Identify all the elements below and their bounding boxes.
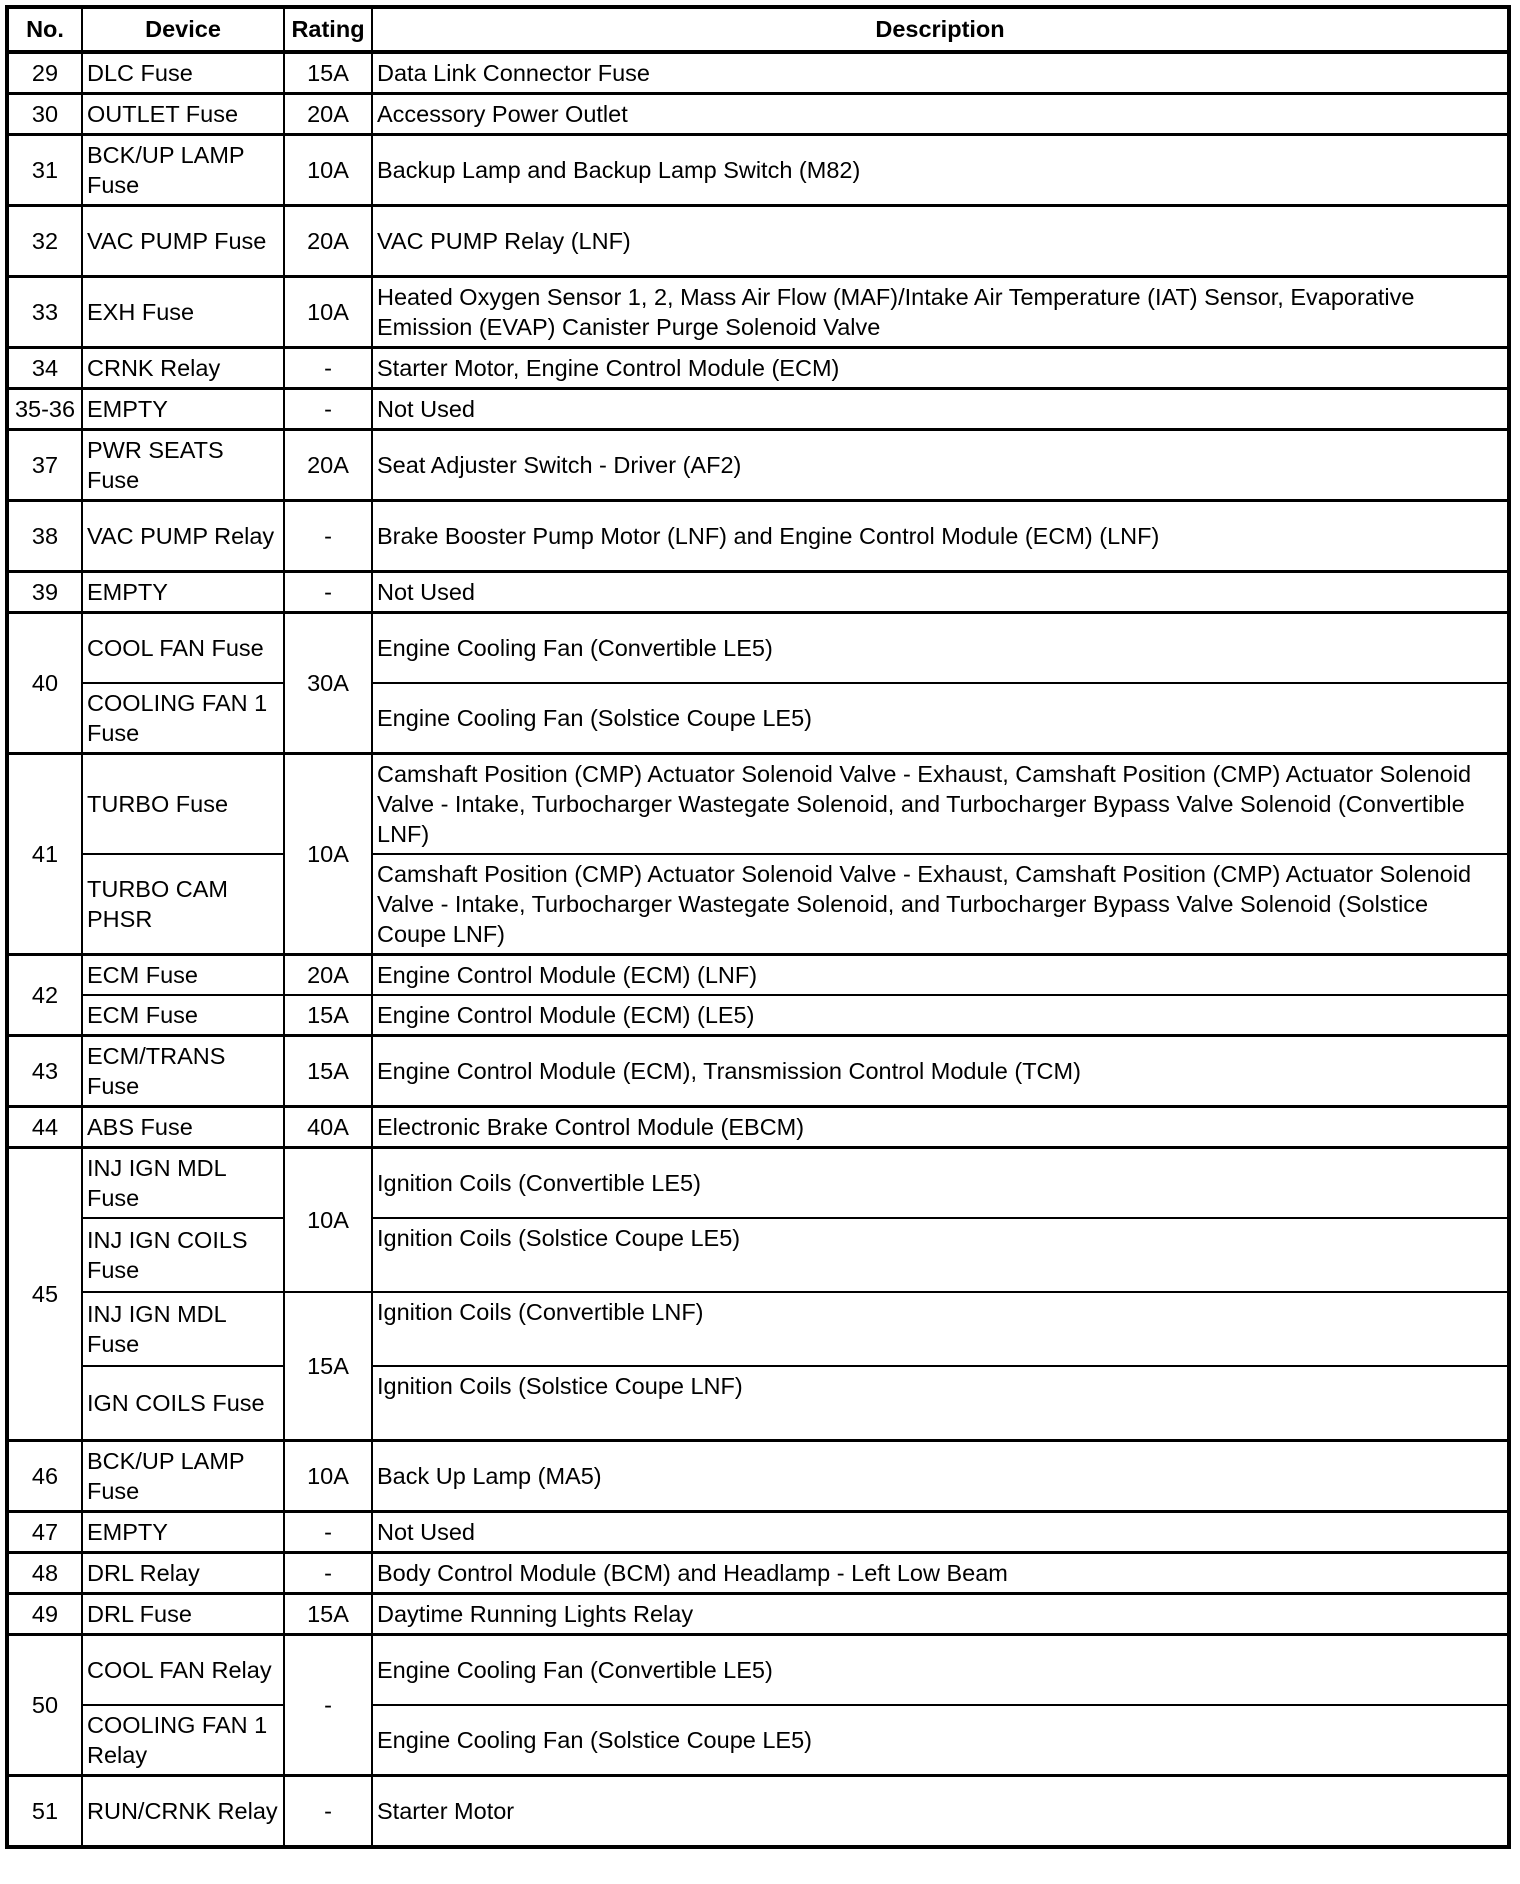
header-description: Description bbox=[372, 7, 1509, 52]
rating-value: - bbox=[284, 572, 372, 613]
description-text: Ignition Coils (Solstice Coupe LNF) bbox=[372, 1366, 1509, 1441]
table-row bbox=[7, 389, 1509, 430]
description-text: Heated Oxygen Sensor 1, 2, Mass Air Flow (MAF)/Intake Air Temperature (IAT) Sensor, Evaporative Emission (EVAP) Canister Purge Solenoid Valve bbox=[372, 277, 1509, 348]
description-text: Engine Cooling Fan (Solstice Coupe LE5) bbox=[372, 683, 1509, 754]
rating-value: 15A bbox=[284, 1292, 372, 1441]
description-text: Ignition Coils (Convertible LE5) bbox=[372, 1148, 1509, 1219]
fuse-table-container bbox=[5, 5, 1511, 1849]
fuse-table bbox=[5, 5, 1511, 1849]
device-name: COOLING FAN 1 Fuse bbox=[82, 683, 284, 754]
rating-value: - bbox=[284, 1635, 372, 1776]
rating-value: 20A bbox=[284, 955, 372, 996]
description-text: Daytime Running Lights Relay bbox=[372, 1594, 1509, 1635]
fuse-number: 33 bbox=[7, 277, 82, 348]
fuse-number: 29 bbox=[7, 52, 82, 94]
table-row bbox=[7, 94, 1509, 135]
rating-value: 15A bbox=[284, 995, 372, 1036]
rating-value: - bbox=[284, 1512, 372, 1553]
table-row bbox=[7, 572, 1509, 613]
device-name: INJ IGN COILS Fuse bbox=[82, 1218, 284, 1292]
description-text: Engine Cooling Fan (Convertible LE5) bbox=[372, 613, 1509, 684]
rating-value: - bbox=[284, 389, 372, 430]
fuse-number: 45 bbox=[7, 1148, 82, 1441]
device-name: COOL FAN Fuse bbox=[82, 613, 284, 684]
fuse-number: 40 bbox=[7, 613, 82, 754]
description-text: Electronic Brake Control Module (EBCM) bbox=[372, 1107, 1509, 1148]
fuse-number: 37 bbox=[7, 430, 82, 501]
header-device: Device bbox=[82, 7, 284, 52]
device-name: VAC PUMP Relay bbox=[82, 501, 284, 572]
description-text: Not Used bbox=[372, 389, 1509, 430]
device-name: OUTLET Fuse bbox=[82, 94, 284, 135]
table-row bbox=[7, 135, 1509, 206]
device-name: DLC Fuse bbox=[82, 52, 284, 94]
rating-value: 15A bbox=[284, 52, 372, 94]
device-name: EMPTY bbox=[82, 389, 284, 430]
fuse-number: 35-36 bbox=[7, 389, 82, 430]
description-text: Data Link Connector Fuse bbox=[372, 52, 1509, 94]
description-text: Accessory Power Outlet bbox=[372, 94, 1509, 135]
device-name: TURBO Fuse bbox=[82, 754, 284, 855]
device-name: VAC PUMP Fuse bbox=[82, 206, 284, 277]
device-name: INJ IGN MDL Fuse bbox=[82, 1148, 284, 1219]
header-rating: Rating bbox=[284, 7, 372, 52]
description-text: Seat Adjuster Switch - Driver (AF2) bbox=[372, 430, 1509, 501]
rating-value: - bbox=[284, 1553, 372, 1594]
rating-value: 20A bbox=[284, 206, 372, 277]
table-row bbox=[7, 430, 1509, 501]
rating-value: - bbox=[284, 348, 372, 389]
table-row bbox=[7, 1705, 1509, 1776]
table-row bbox=[7, 206, 1509, 277]
rating-value: 15A bbox=[284, 1036, 372, 1107]
description-text: Brake Booster Pump Motor (LNF) and Engine Control Module (ECM) (LNF) bbox=[372, 501, 1509, 572]
description-text: Ignition Coils (Convertible LNF) bbox=[372, 1292, 1509, 1366]
fuse-number: 30 bbox=[7, 94, 82, 135]
table-row bbox=[7, 1594, 1509, 1635]
table-row bbox=[7, 854, 1509, 955]
rating-value: - bbox=[284, 1776, 372, 1848]
table-row bbox=[7, 754, 1509, 855]
description-text: Backup Lamp and Backup Lamp Switch (M82) bbox=[372, 135, 1509, 206]
device-name: ABS Fuse bbox=[82, 1107, 284, 1148]
rating-value: 10A bbox=[284, 1148, 372, 1293]
device-name: DRL Fuse bbox=[82, 1594, 284, 1635]
table-row bbox=[7, 955, 1509, 996]
fuse-number: 32 bbox=[7, 206, 82, 277]
rating-value: 10A bbox=[284, 135, 372, 206]
description-text: Back Up Lamp (MA5) bbox=[372, 1441, 1509, 1512]
header-row bbox=[7, 7, 1509, 52]
fuse-number: 47 bbox=[7, 1512, 82, 1553]
fuse-number: 43 bbox=[7, 1036, 82, 1107]
description-text: Engine Control Module (ECM) (LE5) bbox=[372, 995, 1509, 1036]
description-text: Engine Cooling Fan (Solstice Coupe LE5) bbox=[372, 1705, 1509, 1776]
fuse-number: 41 bbox=[7, 754, 82, 955]
fuse-number: 48 bbox=[7, 1553, 82, 1594]
header-no: No. bbox=[7, 7, 82, 52]
device-name: EMPTY bbox=[82, 1512, 284, 1553]
description-text: Camshaft Position (CMP) Actuator Solenoid Valve - Exhaust, Camshaft Position (CMP) Actuator Solenoid Valve - Intake, Turbocharger Wastegate Solenoid, and Turbocharger Bypass Valve Solenoid (Convertible LNF) bbox=[372, 754, 1509, 855]
rating-value: 10A bbox=[284, 754, 372, 955]
table-row bbox=[7, 1512, 1509, 1553]
table-row bbox=[7, 1218, 1509, 1292]
fuse-number: 39 bbox=[7, 572, 82, 613]
device-name: ECM Fuse bbox=[82, 995, 284, 1036]
device-name: INJ IGN MDL Fuse bbox=[82, 1292, 284, 1366]
table-row bbox=[7, 277, 1509, 348]
rating-value: 20A bbox=[284, 94, 372, 135]
fuse-number: 50 bbox=[7, 1635, 82, 1776]
rating-value: - bbox=[284, 501, 372, 572]
table-row bbox=[7, 52, 1509, 94]
device-name: BCK/UP LAMP Fuse bbox=[82, 1441, 284, 1512]
device-name: EMPTY bbox=[82, 572, 284, 613]
table-row bbox=[7, 995, 1509, 1036]
rating-value: 40A bbox=[284, 1107, 372, 1148]
description-text: Body Control Module (BCM) and Headlamp - Left Low Beam bbox=[372, 1553, 1509, 1594]
device-name: ECM Fuse bbox=[82, 955, 284, 996]
rating-value: 30A bbox=[284, 613, 372, 754]
table-row bbox=[7, 1148, 1509, 1219]
description-text: Engine Control Module (ECM) (LNF) bbox=[372, 955, 1509, 996]
rating-value: 15A bbox=[284, 1594, 372, 1635]
table-row bbox=[7, 1635, 1509, 1706]
table-row bbox=[7, 1107, 1509, 1148]
description-text: Camshaft Position (CMP) Actuator Solenoid Valve - Exhaust, Camshaft Position (CMP) Actuator Solenoid Valve - Intake, Turbocharger Wastegate Solenoid, and Turbocharger Bypass Valve Solenoid (Solstice Coupe LNF) bbox=[372, 854, 1509, 955]
rating-value: 10A bbox=[284, 1441, 372, 1512]
description-text: Not Used bbox=[372, 572, 1509, 613]
device-name: PWR SEATS Fuse bbox=[82, 430, 284, 501]
fuse-number: 38 bbox=[7, 501, 82, 572]
table-row bbox=[7, 1292, 1509, 1366]
table-row bbox=[7, 683, 1509, 754]
device-name: EXH Fuse bbox=[82, 277, 284, 348]
description-text: Starter Motor, Engine Control Module (ECM) bbox=[372, 348, 1509, 389]
description-text: VAC PUMP Relay (LNF) bbox=[372, 206, 1509, 277]
fuse-number: 31 bbox=[7, 135, 82, 206]
table-row bbox=[7, 1441, 1509, 1512]
description-text: Not Used bbox=[372, 1512, 1509, 1553]
table-row bbox=[7, 501, 1509, 572]
device-name: COOL FAN Relay bbox=[82, 1635, 284, 1706]
device-name: BCK/UP LAMP Fuse bbox=[82, 135, 284, 206]
table-row bbox=[7, 613, 1509, 684]
description-text: Ignition Coils (Solstice Coupe LE5) bbox=[372, 1218, 1509, 1292]
fuse-number: 42 bbox=[7, 955, 82, 1036]
table-row bbox=[7, 1776, 1509, 1848]
device-name: TURBO CAM PHSR bbox=[82, 854, 284, 955]
fuse-number: 51 bbox=[7, 1776, 82, 1848]
fuse-number: 34 bbox=[7, 348, 82, 389]
device-name: CRNK Relay bbox=[82, 348, 284, 389]
fuse-number: 49 bbox=[7, 1594, 82, 1635]
table-row bbox=[7, 1553, 1509, 1594]
device-name: COOLING FAN 1 Relay bbox=[82, 1705, 284, 1776]
rating-value: 20A bbox=[284, 430, 372, 501]
fuse-number: 44 bbox=[7, 1107, 82, 1148]
table-row bbox=[7, 1366, 1509, 1441]
description-text: Starter Motor bbox=[372, 1776, 1509, 1848]
description-text: Engine Cooling Fan (Convertible LE5) bbox=[372, 1635, 1509, 1706]
rating-value: 10A bbox=[284, 277, 372, 348]
table-row bbox=[7, 348, 1509, 389]
device-name: ECM/TRANS Fuse bbox=[82, 1036, 284, 1107]
fuse-number: 46 bbox=[7, 1441, 82, 1512]
device-name: IGN COILS Fuse bbox=[82, 1366, 284, 1441]
description-text: Engine Control Module (ECM), Transmission Control Module (TCM) bbox=[372, 1036, 1509, 1107]
table-row bbox=[7, 1036, 1509, 1107]
device-name: DRL Relay bbox=[82, 1553, 284, 1594]
device-name: RUN/CRNK Relay bbox=[82, 1776, 284, 1848]
